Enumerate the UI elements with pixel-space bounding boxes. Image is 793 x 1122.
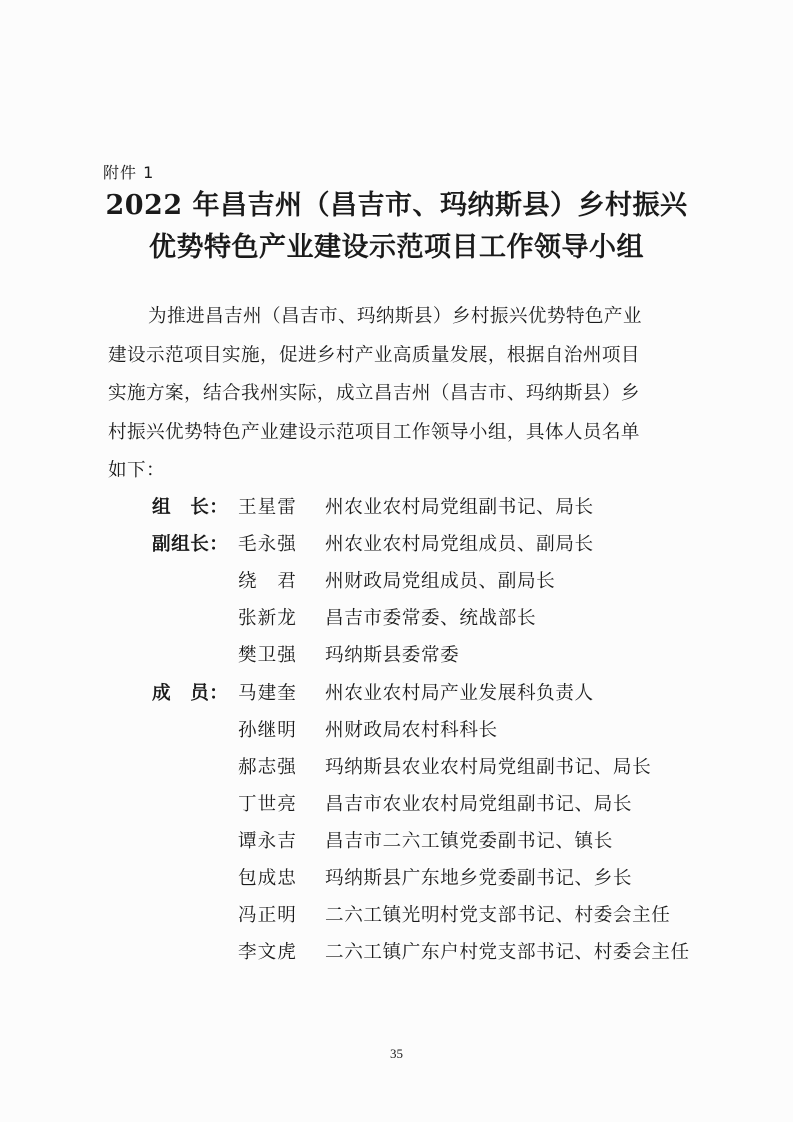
- role-label: 副组长：: [152, 534, 229, 555]
- intro-line: 如下：: [108, 460, 165, 481]
- role-label: 成 员：: [152, 683, 229, 704]
- member-name: 马建奎: [238, 683, 297, 704]
- member-title: 州农业农村局产业发展科负责人: [325, 683, 594, 704]
- member-title: 州农业农村局党组成员、副局长: [325, 534, 594, 555]
- member-name: 谭永吉: [238, 831, 297, 852]
- member-name: 樊卫强: [238, 645, 297, 666]
- intro-line: 建设示范项目实施，促进乡村产业高质量发展，根据自治州项目: [108, 344, 640, 366]
- member-title: 玛纳斯县委常委: [325, 645, 460, 666]
- member-name: 张新龙: [238, 608, 297, 629]
- page-number: 35: [390, 1046, 403, 1061]
- member-name: 绕 君: [238, 571, 297, 592]
- member-name: 丁世亮: [238, 794, 297, 815]
- member-name: 毛永强: [238, 534, 297, 555]
- member-title: 州财政局党组成员、副局长: [325, 571, 556, 592]
- member-name: 包成忠: [238, 868, 297, 889]
- member-title: 昌吉市农业农村局党组副书记、局长: [325, 794, 633, 815]
- member-name: 孙继明: [238, 720, 297, 741]
- intro-line: 实施方案，结合我州实际，成立昌吉州（昌吉市、玛纳斯县）乡: [108, 383, 640, 404]
- attachment-label: 附件 1: [103, 163, 155, 182]
- member-title: 州农业农村局党组副书记、局长: [325, 497, 594, 518]
- member-title: 州财政局农村科科长: [325, 720, 498, 741]
- member-title: 玛纳斯县农业农村局党组副书记、局长: [325, 757, 652, 778]
- intro-paragraph: [108, 298, 708, 491]
- intro-line: 为推进昌吉州（昌吉市、玛纳斯县）乡村振兴优势特色产业: [148, 306, 642, 327]
- member-title: 二六工镇光明村党支部书记、村委会主任: [325, 905, 671, 926]
- member-title: 玛纳斯县广东地乡党委副书记、乡长: [325, 868, 633, 889]
- member-name: 郝志强: [238, 757, 297, 778]
- intro-line: 村振兴优势特色产业建设示范项目工作领导小组，具体人员名单: [108, 421, 640, 443]
- member-name: 王星雷: [238, 497, 297, 518]
- title-line-1: 2022 年昌吉州（昌吉市、玛纳斯县）乡村振兴: [105, 190, 688, 221]
- member-title: 二六工镇广东户村党支部书记、村委会主任: [325, 942, 690, 963]
- role-label: 组 长：: [152, 497, 229, 518]
- member-title: 昌吉市二六工镇党委副书记、镇长: [325, 831, 613, 852]
- title-line-2: 优势特色产业建设示范项目工作领导小组: [149, 232, 644, 263]
- member-name: 冯正明: [238, 905, 297, 926]
- member-title: 昌吉市委常委、统战部长: [325, 608, 537, 629]
- member-name: 李文虎: [238, 942, 297, 963]
